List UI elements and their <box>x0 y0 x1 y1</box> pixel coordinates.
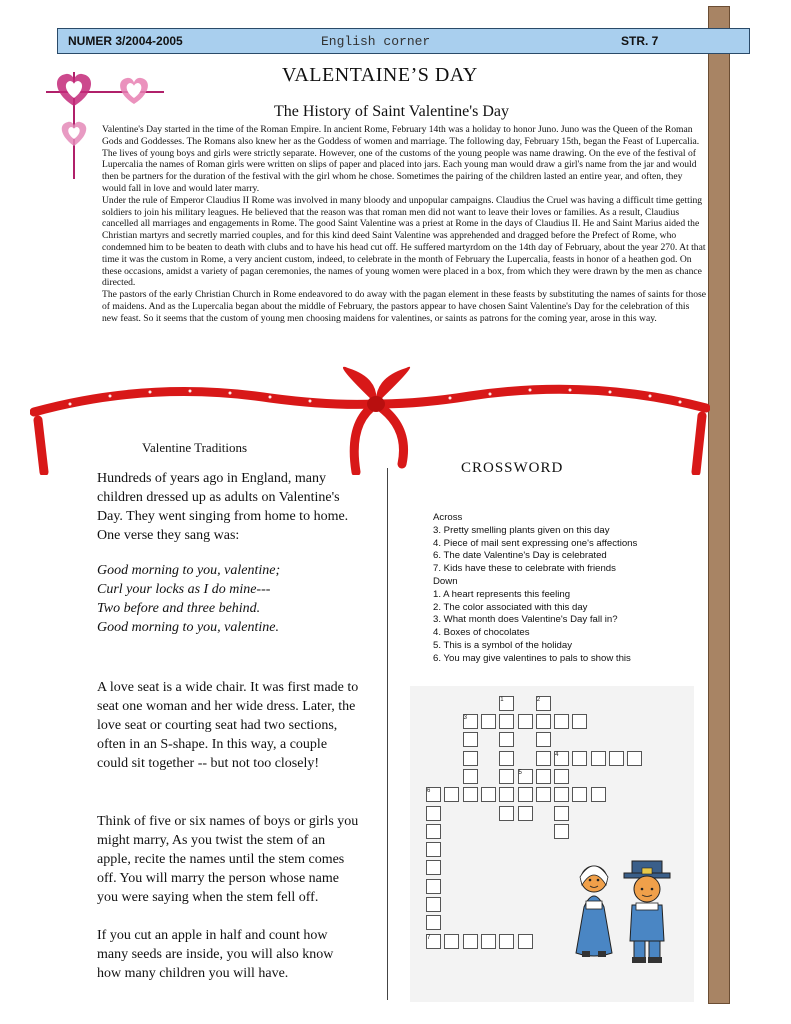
crossword-cell[interactable] <box>463 787 478 802</box>
crossword-cell[interactable] <box>426 860 441 875</box>
clue-down: 5. This is a symbol of the holiday <box>433 639 573 651</box>
poem-line: Good morning to you, valentine. <box>97 620 279 635</box>
side-bar <box>708 6 730 1004</box>
clue-across: 4. Piece of mail sent expressing one's affections <box>433 537 638 549</box>
crossword-cell[interactable] <box>536 714 551 729</box>
crossword-cell[interactable] <box>463 769 478 784</box>
apple-seeds-text: If you cut an apple in half and count how many seeds are inside, you will also know how many children you will have. <box>97 928 334 981</box>
clue-across: 7. Kids have these to celebrate with friends <box>433 563 616 575</box>
crossword-cell[interactable] <box>463 751 478 766</box>
across-label: Across <box>433 512 463 523</box>
traditions-heading: Valentine Traditions <box>142 440 248 455</box>
crossword-cell[interactable] <box>572 787 587 802</box>
crossword-cell[interactable] <box>554 714 569 729</box>
crossword-cell[interactable] <box>536 769 551 784</box>
crossword-clue-number: 7 <box>427 934 431 941</box>
valentine-poem <box>97 561 359 637</box>
crossword-cell[interactable] <box>426 915 441 930</box>
crossword-cell[interactable] <box>463 732 478 747</box>
clue-down: 2. The color associated with this day <box>433 601 588 613</box>
crossword-cell[interactable] <box>554 769 569 784</box>
crossword-cell[interactable] <box>536 732 551 747</box>
crossword-title: CROSSWORD <box>461 460 564 476</box>
clue-across: 3. Pretty smelling plants given on this day <box>433 524 610 536</box>
crossword-cell[interactable] <box>499 751 514 766</box>
crossword-cell[interactable] <box>627 751 642 766</box>
crossword-clue-number: 6 <box>427 788 431 795</box>
history-paragraph: The pastors of the early Christian Church in Rome endeavored to do away with the pagan element in these feasts by substituting the names of saints for those of maidens. And as the Lupercalia began about the middle of February, the pastors appear to have chosen Saint Valentine's Day for the celebration of this new feast. So it seems that the custom of young men choosing maidens for valentines, or saints as patrons for the coming year, arose in this way. <box>102 289 706 324</box>
poem-line: Two before and three behind. <box>97 601 261 616</box>
page-title: VALENTAINE’S DAY <box>282 64 478 86</box>
crossword-cell[interactable] <box>572 751 587 766</box>
crossword-cell[interactable] <box>591 787 606 802</box>
crossword-cell[interactable] <box>518 806 533 821</box>
crossword-clue-number: 5 <box>518 769 522 776</box>
crossword-clue-number: 2 <box>536 696 541 703</box>
crossword-cell[interactable] <box>554 824 569 839</box>
crossword-cell[interactable] <box>499 806 514 821</box>
crossword-cell[interactable] <box>444 934 459 949</box>
traditions-intro: Hundreds of years ago in England, many children dressed up as adults on Valentine's Day. They went singing from home to home. One verse they sang was: <box>97 471 349 543</box>
page-header <box>57 28 750 54</box>
love-seat-text: A love seat is a wide chair. It was first made to seat one woman and her wide dress. Later, the love seat or courting seat had two sections, often in an S-shape. In this way, a couple could sit together -- but not too closely! <box>97 680 359 771</box>
clue-down: 4. Boxes of chocolates <box>433 627 530 639</box>
crossword-cell[interactable] <box>499 769 514 784</box>
crossword-cell[interactable] <box>426 842 441 857</box>
clue-down: 6. You may give valentines to pals to show this <box>433 652 631 664</box>
crossword-cell[interactable] <box>481 714 496 729</box>
page-number: STR. 7 <box>621 34 659 48</box>
crossword-cell[interactable] <box>426 879 441 894</box>
crossword-cell[interactable] <box>426 824 441 839</box>
crossword-cell[interactable] <box>554 787 569 802</box>
crossword-clue-number: 1 <box>500 696 504 703</box>
crossword-cell[interactable] <box>499 714 514 729</box>
crossword-cell[interactable] <box>518 934 533 949</box>
history-paragraph: Valentine's Day started in the time of the Roman Empire. In ancient Rome, February 14th was a holiday to honor Juno. Juno was the Queen of the Roman Gods and Goddesses. The Romans also knew her as the Goddess of women and marriage. The following day, February 15th, began the Feast of Lupercalia. <box>102 124 700 147</box>
crossword-cell[interactable] <box>499 934 514 949</box>
clue-down: 3. What month does Valentine's Day fall in? <box>433 614 618 626</box>
crossword-cell[interactable] <box>518 714 533 729</box>
crossword-cell[interactable] <box>426 806 441 821</box>
poem-line: Curl your locks as I do mine--- <box>97 582 271 597</box>
crossword-cell[interactable] <box>518 787 533 802</box>
crossword-cell[interactable] <box>554 806 569 821</box>
crossword-cell[interactable] <box>499 787 514 802</box>
crossword-clues <box>433 512 703 666</box>
section-name: English corner <box>321 34 431 49</box>
apple-stem-text: Think of five or six names of boys or girls you might marry, As you twist the stem of an apple, recite the names until the stem comes off. You will marry the person whose name you were saying when the stem fell off. <box>97 814 359 905</box>
crossword-cell[interactable] <box>536 751 551 766</box>
crossword-cell[interactable] <box>609 751 624 766</box>
crossword-cell[interactable] <box>499 732 514 747</box>
ribbon-icon <box>30 360 710 475</box>
clue-down: 1. A heart represents this feeling <box>433 588 571 600</box>
traditions-text <box>97 469 359 983</box>
crossword-clue-number: 4 <box>555 751 559 758</box>
crossword-cell[interactable] <box>426 897 441 912</box>
poem-line: Good morning to you, valentine; <box>97 563 281 578</box>
issue-number: NUMER 3/2004-2005 <box>68 34 183 48</box>
crossword-cell[interactable] <box>481 787 496 802</box>
history-text <box>102 124 706 325</box>
history-heading: The History of Saint Valentine's Day <box>274 103 509 120</box>
crossword-cell[interactable] <box>444 787 459 802</box>
crossword-cell[interactable] <box>536 787 551 802</box>
crossword-cell[interactable] <box>591 751 606 766</box>
clue-across: 6. The date Valentine's Day is celebrated <box>433 550 607 562</box>
crossword-cell[interactable] <box>572 714 587 729</box>
crossword-cell[interactable] <box>463 934 478 949</box>
crossword-clue-number: 3 <box>463 715 467 721</box>
history-paragraph: The lives of young boys and girls were strictly separate. However, one of the customs of the young people was name drawing. On the eve of the festival of Lupercalia the names of Roman girls were written on slips of paper and placed into jars. Each young man would draw a girl's name from the jar and would then be partners for the duration of the festival with the girl whom he chose. Sometimes the pairing of the children lasted an entire year, and often, they would fall in love and would later marry. <box>102 147 697 194</box>
column-divider <box>387 468 388 1000</box>
down-label: Down <box>433 575 458 587</box>
history-paragraph: Under the rule of Emperor Claudius II Rome was involved in many bloody and unpopular campaigns. Claudius the Cruel was having a difficult time getting soldiers to join his military leagues. He believed that the reason was that roman men did not want to leave their loves or families. As a result, Claudius cancelled all marriages and engagements in Rome. The good Saint Valentine was a priest at Rome in the days of Claudius II. He and Saint Marius aided the Christian martyrs and secretly married couples, and for this kind deed Saint Valentine was apprehended and dragged before the Prefect of Rome, who condemned him to be beaten to death with clubs and to have his head cut off. He suffered martyrdom on the 14th day of February, about the year 270. At that time it was the custom in Rome, a very ancient custom, indeed, to celebrate in the month of February the Lupercalia, feasts in honor of a heathen god. On these occasions, amidst a variety of pagan ceremonies, the names of young women were placed in a box, from which they were drawn by the men as chance directed. <box>102 194 706 289</box>
crossword-cell[interactable] <box>481 934 496 949</box>
pilgrim-children-icon <box>572 845 682 970</box>
